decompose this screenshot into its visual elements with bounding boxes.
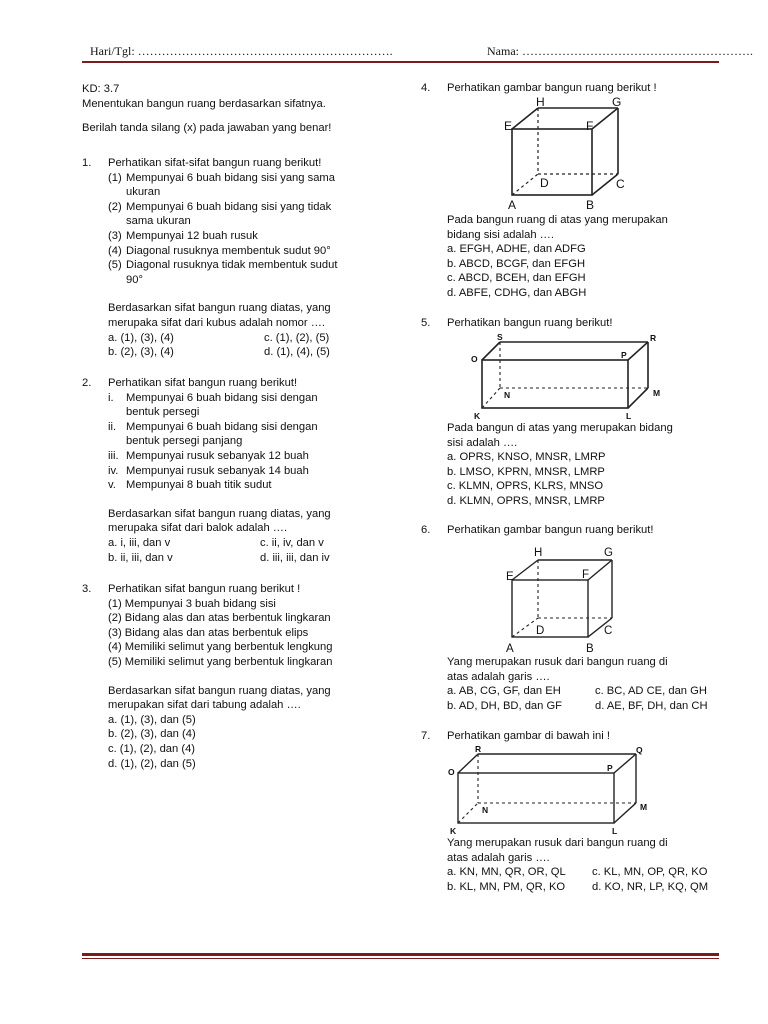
- option-c[interactable]: c. (1), (2), dan (4): [108, 742, 196, 755]
- instruction-text: Berilah tanda silang (x) pada jawaban yang benar!: [82, 122, 332, 135]
- vertex-label-a: A: [508, 198, 517, 210]
- date-label: Hari/Tgl: ……………………………………………………….: [90, 44, 393, 58]
- question-5: [421, 316, 721, 331]
- name-label: Nama: ………………………………………………….: [487, 44, 753, 58]
- vertex-label-a: A: [506, 643, 514, 654]
- question-number: 1.: [82, 157, 92, 169]
- option-b[interactable]: b. (2), (3), dan (4): [108, 728, 196, 741]
- vertex-label-n: N: [482, 805, 489, 815]
- option-a[interactable]: a. EFGH, ADHE, dan ADFG: [447, 243, 586, 256]
- question-number: 2.: [82, 377, 92, 389]
- question-text: Berdasarkan sifat bangun ruang diatas, yang: [108, 302, 331, 315]
- option-a[interactable]: a. (1), (3), dan (5): [108, 713, 196, 726]
- vertex-label-g: G: [612, 96, 622, 109]
- cube-figure-q6: [500, 542, 630, 654]
- question-7: [421, 729, 721, 744]
- option-d[interactable]: d. (1), (4), (5): [264, 346, 330, 359]
- option-b[interactable]: b. (2), (3), (4): [108, 346, 174, 359]
- vertex-label-f: F: [586, 119, 594, 133]
- question-number: 6.: [421, 524, 431, 536]
- question-4: [421, 81, 721, 96]
- vertex-label-l: L: [626, 411, 632, 421]
- option-b[interactable]: b. ii, iii, dan v: [108, 551, 173, 564]
- vertex-label-h: H: [534, 547, 543, 559]
- vertex-label-p: P: [621, 350, 627, 360]
- vertex-label-c: C: [604, 625, 613, 637]
- option-c[interactable]: c. BC, AD CE, dan GH: [595, 685, 707, 698]
- vertex-label-b: B: [586, 643, 594, 654]
- question-text: atas adalah garis ….: [447, 851, 550, 864]
- option-d[interactable]: d. KLMN, OPRS, MNSR, LMRP: [447, 494, 605, 507]
- question-stem: Perhatikan gambar bangun ruang berikut !: [447, 82, 657, 94]
- list-item: (3) Bidang alas dan atas berbentuk elips: [108, 626, 309, 639]
- list-item: i. Mempunyai 6 buah bidang sisi dengan bentuk persegi: [108, 391, 318, 419]
- vertex-label-h: H: [536, 96, 545, 109]
- list-item: (4) Diagonal rusuknya membentuk sudut 90°: [108, 244, 331, 257]
- question-number: 4.: [421, 82, 431, 94]
- question-3: [82, 582, 382, 771]
- list-item: iii. Mempunyai rusuk sebanyak 12 buah: [108, 449, 309, 462]
- option-a[interactable]: a. AB, CG, GF, dan EH: [447, 685, 561, 698]
- option-b[interactable]: b. ABCD, BCGF, dan EFGH: [447, 257, 586, 270]
- question-text: Yang merupakan rusuk dari bangun ruang di: [447, 837, 668, 849]
- vertex-label-m: M: [640, 802, 648, 812]
- option-a[interactable]: a. i, iii, dan v: [108, 536, 171, 549]
- question-number: 5.: [421, 317, 431, 329]
- list-item: (5) Memiliki selimut yang berbentuk lingkaran: [108, 655, 333, 668]
- option-b[interactable]: b. AD, DH, BD, dan GF: [447, 699, 563, 712]
- option-c[interactable]: c. (1), (2), (5): [264, 331, 330, 344]
- question-stem: Perhatikan gambar bangun ruang berikut!: [447, 524, 654, 536]
- list-item: (5) Diagonal rusuknya tidak membentuk sudut 90°: [108, 259, 338, 286]
- vertex-label-f: F: [582, 569, 590, 581]
- cuboid-figure-q7: [444, 744, 654, 836]
- option-d[interactable]: d. AE, BF, DH, dan CH: [595, 699, 708, 712]
- option-a[interactable]: a. (1), (3), (4): [108, 331, 174, 344]
- list-item: (1) Mempunyai 6 buah bidang sisi yang sama ukuran: [108, 171, 335, 199]
- question-7-body: [421, 836, 721, 894]
- question-number: 3.: [82, 583, 92, 595]
- list-item: iv. Mempunyai rusuk sebanyak 14 buah: [108, 464, 309, 477]
- option-c[interactable]: c. ii, iv, dan v: [260, 536, 324, 549]
- vertex-label-d: D: [536, 625, 545, 637]
- option-a[interactable]: a. KN, MN, QR, OR, QL: [447, 866, 566, 879]
- list-item: (2) Mempunyai 6 buah bidang sisi yang tidak sama ukuran: [108, 200, 332, 228]
- list-item: (2) Bidang alas dan atas berbentuk lingkaran: [108, 612, 331, 625]
- question-1: [82, 156, 382, 360]
- vertex-label-k: K: [474, 411, 481, 421]
- question-stem: Perhatikan sifat bangun ruang berikut !: [108, 583, 301, 595]
- vertex-label-p: P: [607, 763, 613, 773]
- vertex-label-s: S: [497, 332, 503, 342]
- option-d[interactable]: d. ABFE, CDHG, dan ABGH: [447, 286, 587, 299]
- option-d[interactable]: d. (1), (2), dan (5): [108, 757, 196, 770]
- vertex-label-o: O: [448, 767, 455, 777]
- vertex-label-r: R: [650, 333, 657, 343]
- vertex-label-k: K: [450, 826, 457, 836]
- list-item: ii. Mempunyai 6 buah bidang sisi dengan bentuk persegi panjang: [108, 420, 318, 448]
- question-text: sisi adalah ….: [447, 436, 518, 449]
- vertex-label-e: E: [504, 119, 513, 133]
- question-text: Berdasarkan sifat bangun ruang diatas, yang: [108, 684, 331, 697]
- option-a[interactable]: a. OPRS, KNSO, MNSR, LMRP: [447, 451, 606, 464]
- option-c[interactable]: c. KLMN, OPRS, KLRS, MNSO: [447, 480, 604, 493]
- question-6-body: [421, 655, 721, 713]
- option-d[interactable]: d. KO, NR, LP, KQ, QM: [592, 880, 709, 893]
- question-text: Pada bangun ruang di atas yang merupakan: [447, 214, 668, 226]
- question-number: 7.: [421, 730, 431, 742]
- footer-rule: [82, 953, 719, 956]
- header-rule: [82, 61, 719, 63]
- kd-label: KD: 3.7: [82, 83, 120, 95]
- option-b[interactable]: b. LMSO, KPRN, MNSR, LMRP: [447, 465, 605, 478]
- topic-text: Menentukan bangun ruang berdasarkan sifatnya.: [82, 97, 326, 110]
- question-text: merupakan sifat dari tabung adalah ….: [108, 699, 301, 712]
- option-c[interactable]: c. ABCD, BCEH, dan EFGH: [447, 272, 586, 285]
- option-c[interactable]: c. KL, MN, OP, QR, KO: [592, 866, 708, 879]
- option-d[interactable]: d. iii, iii, dan iv: [260, 551, 330, 564]
- option-b[interactable]: b. KL, MN, PM, QR, KO: [447, 880, 566, 893]
- vertex-label-m: M: [653, 388, 661, 398]
- cuboid-figure-q5: [466, 332, 666, 422]
- vertex-label-o: O: [471, 354, 478, 364]
- vertex-label-b: B: [586, 198, 595, 210]
- question-text: Berdasarkan sifat bangun ruang diatas, yang: [108, 507, 331, 520]
- question-text: bidang sisi adalah ….: [447, 228, 554, 241]
- vertex-label-e: E: [506, 571, 514, 583]
- vertex-label-r: R: [475, 744, 482, 754]
- vertex-label-n: N: [504, 390, 511, 400]
- question-text: merupaka sifat dari kubus adalah nomor ….: [108, 316, 326, 329]
- question-stem: Perhatikan sifat-sifat bangun ruang berikut!: [108, 157, 322, 169]
- vertex-label-c: C: [616, 177, 625, 191]
- question-text: Pada bangun di atas yang merupakan bidang: [447, 422, 673, 434]
- vertex-label-g: G: [604, 547, 613, 559]
- vertex-label-l: L: [612, 826, 618, 836]
- footer-rule-thin: [82, 958, 719, 959]
- question-5-body: [421, 421, 721, 509]
- question-stem: Perhatikan bangun ruang berikut!: [447, 317, 613, 329]
- list-item: v. Mempunyai 8 buah titik sudut: [108, 479, 272, 492]
- list-item: (4) Memiliki selimut yang berbentuk lengkung: [108, 641, 333, 654]
- vertex-label-d: D: [540, 176, 549, 190]
- question-text: Yang merupakan rusuk dari bangun ruang di: [447, 656, 668, 668]
- cube-figure-q4: [500, 96, 640, 210]
- question-4-body: [421, 213, 721, 301]
- vertex-label-q: Q: [636, 745, 643, 755]
- question-stem: Perhatikan gambar di bawah ini !: [447, 730, 610, 742]
- question-6: [421, 523, 721, 538]
- intro-block: [82, 82, 382, 136]
- question-text: merupaka sifat dari balok adalah ….: [108, 522, 288, 535]
- list-item: (1) Mempunyai 3 buah bidang sisi: [108, 597, 276, 610]
- question-stem: Perhatikan sifat bangun ruang berikut!: [108, 377, 298, 389]
- question-2: [82, 376, 382, 565]
- question-text: atas adalah garis ….: [447, 670, 550, 683]
- list-item: (3) Mempunyai 12 buah rusuk: [108, 229, 258, 242]
